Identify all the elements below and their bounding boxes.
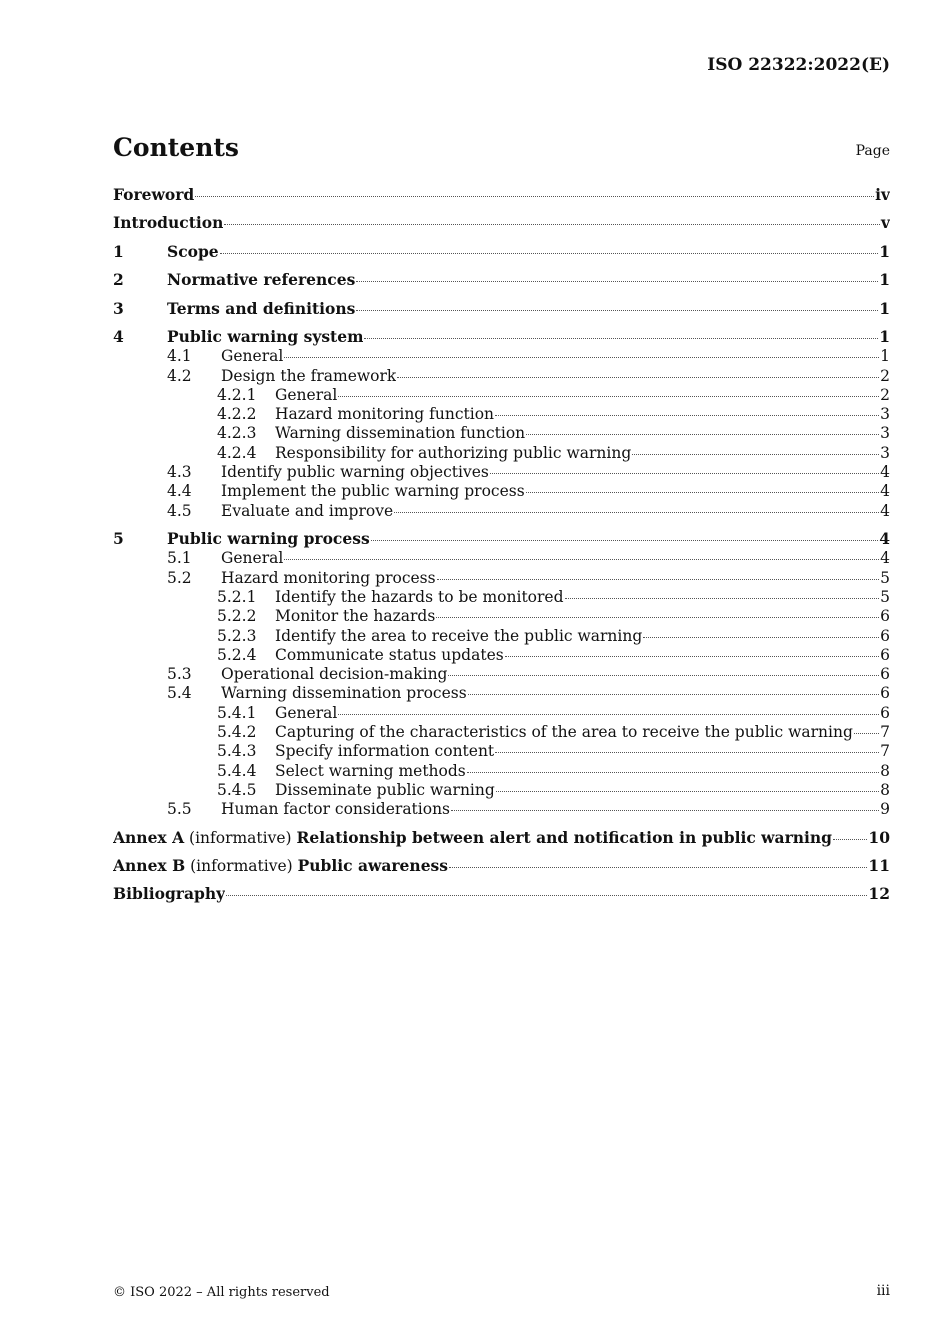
toc-entry-number: 5 [113, 529, 124, 548]
toc-entry-title [167, 241, 219, 263]
toc-entry-title-text: Design the framework [221, 367, 397, 385]
toc-entry[interactable] [113, 547, 890, 569]
toc-entry-title-text: Monitor the hazards [275, 607, 436, 625]
toc-entry-title-text: Hazard monitoring function [275, 405, 495, 423]
toc-entry-page: 11 [868, 856, 890, 875]
toc-entry-title-text: Warning dissemination process [221, 684, 467, 702]
toc-entry-number: 4.2 [167, 367, 192, 385]
toc-entry[interactable] [113, 500, 890, 522]
toc-dot-leader [284, 357, 879, 358]
toc-entry-page: 6 [880, 646, 890, 664]
toc-entry-number: 2 [113, 270, 124, 289]
toc-dot-leader [364, 338, 878, 339]
toc-entry-title-text: Capturing of the characteristics of the area to receive the public warning [275, 723, 853, 741]
toc-entry-title [113, 827, 832, 849]
toc-entry-annex-type: (informative) [185, 857, 298, 875]
toc-entry-page: 4 [879, 529, 890, 548]
page-column-label: Page [855, 143, 890, 159]
toc-entry-title-text: Identify public warning objectives [221, 463, 489, 481]
toc-entry-number: 5.2.2 [217, 607, 257, 625]
toc-entry-number: 4.3 [167, 463, 192, 481]
toc-entry-title-text: General [275, 386, 338, 404]
toc-dot-leader [496, 791, 879, 792]
toc-dot-leader [371, 540, 879, 541]
toc-entry-title [113, 184, 194, 206]
toc-entry-title [167, 269, 355, 291]
toc-dot-leader [505, 656, 879, 657]
toc-entry-title-text: Annex A [113, 828, 185, 847]
toc-dot-leader [468, 694, 879, 695]
toc-entry[interactable] [113, 298, 890, 320]
toc-entry-title-text: Implement the public warning process [221, 482, 525, 500]
toc-entry-number: 5.1 [167, 549, 192, 567]
toc-entry-page: 10 [868, 828, 890, 847]
toc-entry-page: 7 [880, 742, 890, 760]
toc-dot-leader [495, 752, 879, 753]
toc-entry-page: 5 [880, 569, 890, 587]
toc-entry-page: 4 [880, 463, 890, 481]
toc-entry-number: 4.2.1 [217, 386, 257, 404]
toc-entry-number: 4.5 [167, 502, 192, 520]
toc-entry-page: 6 [880, 607, 890, 625]
toc-entry[interactable] [113, 480, 890, 502]
toc-entry-title [221, 500, 393, 522]
toc-entry-number: 5.4 [167, 684, 192, 702]
toc-dot-leader [854, 733, 879, 734]
toc-entry-number: 1 [113, 242, 124, 261]
toc-entry-number: 5.4.2 [217, 723, 257, 741]
toc-dot-leader [224, 224, 880, 225]
toc-entry-number: 5.5 [167, 800, 192, 818]
toc-entry-page: 4 [880, 482, 890, 500]
toc-entry-title-text: General [221, 347, 284, 365]
toc-entry-page: 6 [880, 665, 890, 683]
toc-entry-page: 3 [880, 424, 890, 442]
toc-entry-page: 5 [880, 588, 890, 606]
toc-entry-annex-title: Relationship between alert and notification in public warning [296, 828, 832, 847]
toc-entry-title [221, 798, 450, 820]
toc-entry-title-text: Evaluate and improve [221, 502, 394, 520]
page-number: iii [876, 1283, 890, 1299]
toc-entry-title [221, 345, 283, 367]
toc-entry-title [113, 883, 225, 905]
toc-dot-leader [436, 617, 879, 618]
toc-entry-page: 12 [868, 884, 890, 903]
toc-entry-number: 4.2.4 [217, 444, 257, 462]
toc-entry-page: 6 [880, 704, 890, 722]
toc-entry[interactable] [113, 855, 890, 877]
toc-entry-title [167, 298, 355, 320]
toc-dot-leader [526, 492, 879, 493]
toc-entry-page: 6 [880, 684, 890, 702]
toc-entry[interactable] [113, 422, 890, 444]
toc-entry-number: 5.4.3 [217, 742, 257, 760]
toc-entry-number: 5.2.1 [217, 588, 257, 606]
toc-entry-number: 3 [113, 299, 124, 318]
toc-entry-number: 4.2.2 [217, 405, 257, 423]
toc-entry-page: 8 [880, 781, 890, 799]
toc-dot-leader [195, 196, 874, 197]
toc-entry-number: 4 [113, 327, 124, 346]
toc-entry-title-text: Communicate status updates [275, 646, 504, 664]
toc-entry-title-text: Public warning process [167, 529, 370, 548]
toc-entry-title-text: Select warning methods [275, 762, 466, 780]
toc-entry-annex-title: Public awareness [297, 856, 449, 875]
toc-entry-page: v [880, 213, 890, 232]
toc-entry-title-text: Disseminate public warning [275, 781, 495, 799]
toc-dot-leader [356, 281, 878, 282]
toc-entry[interactable] [113, 605, 890, 627]
toc-entry-page: 1 [879, 327, 890, 346]
toc-dot-leader [356, 310, 878, 311]
toc-entry[interactable] [113, 682, 890, 704]
toc-dot-leader [490, 473, 879, 474]
toc-dot-leader [467, 772, 879, 773]
toc-entry-page: 4 [880, 502, 890, 520]
toc-entry[interactable] [113, 212, 890, 234]
toc-entry-page: 8 [880, 762, 890, 780]
toc-entry-title-text: Normative references [167, 270, 356, 289]
toc-dot-leader [284, 559, 879, 560]
toc-dot-leader [338, 396, 879, 397]
document-id: ISO 22322:2022(E) [707, 55, 890, 75]
toc-entry-title [113, 212, 223, 234]
toc-entry-number: 5.4.1 [217, 704, 257, 722]
toc-entry-title [221, 682, 467, 704]
toc-entry-title-text: Annex B [113, 856, 186, 875]
toc-entry[interactable] [113, 798, 890, 820]
toc-entry-number: 4.2.3 [217, 424, 257, 442]
toc-dot-leader [394, 512, 879, 513]
toc-entry-number: 5.4.4 [217, 762, 257, 780]
toc-dot-leader [526, 434, 879, 435]
toc-entry-page: 9 [880, 800, 890, 818]
toc-entry-number: 5.2 [167, 569, 192, 587]
toc-entry-number: 5.2.3 [217, 627, 257, 645]
toc-entry-title [221, 547, 283, 569]
toc-entry-title-text: Public warning system [167, 327, 364, 346]
toc-entry-title-text: General [275, 704, 338, 722]
toc-dot-leader [220, 253, 879, 254]
toc-dot-leader [338, 714, 879, 715]
toc-dot-leader [632, 454, 879, 455]
toc-entry[interactable] [113, 345, 890, 367]
toc-entry-page: 1 [880, 347, 890, 365]
toc-entry-title-text: Identify the area to receive the public warning [275, 627, 643, 645]
toc-entry-title-text: Terms and definitions [167, 299, 356, 318]
toc-entry-title [275, 422, 525, 444]
toc-entry-title-text: Operational decision-making [221, 665, 448, 683]
toc-entry-title [221, 480, 525, 502]
toc-entry-title-text: Responsibility for authorizing public warning [275, 444, 632, 462]
toc-entry-title-text: Bibliography [113, 884, 226, 903]
toc-dot-leader [226, 895, 867, 896]
toc-entry-title-text: General [221, 549, 284, 567]
toc-entry[interactable] [113, 269, 890, 291]
toc-entry-page: 6 [880, 627, 890, 645]
toc-entry-title [275, 740, 494, 762]
toc-entry-title-text: Human factor considerations [221, 800, 451, 818]
toc-entry-page: 1 [879, 270, 890, 289]
toc-entry-page: 1 [879, 242, 890, 261]
toc-entry-number: 5.2.4 [217, 646, 257, 664]
toc-entry-page: 3 [880, 444, 890, 462]
toc-entry-page: 2 [880, 386, 890, 404]
toc-entry-page: 2 [880, 367, 890, 385]
toc-dot-leader [397, 377, 879, 378]
toc-entry-title [113, 855, 448, 877]
toc-entry-page: 4 [880, 549, 890, 567]
toc-entry-title-text: Identify the hazards to be monitored [275, 588, 564, 606]
toc-entry-number: 5.4.5 [217, 781, 257, 799]
copyright-notice: © ISO 2022 – All rights reserved [113, 1285, 330, 1300]
toc-entry-page: 1 [879, 299, 890, 318]
toc-entry-number: 4.1 [167, 347, 192, 365]
toc-entry[interactable] [113, 883, 890, 905]
toc-entry-page: 7 [880, 723, 890, 741]
toc-dot-leader [448, 675, 879, 676]
toc-entry[interactable] [113, 740, 890, 762]
toc-dot-leader [643, 637, 879, 638]
toc-dot-leader [451, 810, 879, 811]
toc-entry-title-text: Warning dissemination function [275, 424, 526, 442]
toc-dot-leader [449, 867, 867, 868]
toc-entry-title-text: Hazard monitoring process [221, 569, 436, 587]
toc-entry-title [275, 605, 435, 627]
toc-entry[interactable] [113, 827, 890, 849]
toc-dot-leader [565, 598, 880, 599]
toc-dot-leader [833, 839, 867, 840]
toc-entry-number: 5.3 [167, 665, 192, 683]
toc-entry-title-text: Introduction [113, 213, 224, 232]
toc-entry-annex-type: (informative) [184, 829, 297, 847]
toc-entry-number: 4.4 [167, 482, 192, 500]
toc-entry[interactable] [113, 184, 890, 206]
toc-entry-page: iv [875, 185, 890, 204]
toc-entry-title-text: Foreword [113, 185, 195, 204]
contents-title: Contents [113, 133, 240, 162]
toc-entry[interactable] [113, 241, 890, 263]
toc-entry-page: 3 [880, 405, 890, 423]
toc-dot-leader [495, 415, 879, 416]
toc-entry-title-text: Specify information content [275, 742, 495, 760]
toc-dot-leader [437, 579, 880, 580]
toc-entry-title-text: Scope [167, 242, 219, 261]
